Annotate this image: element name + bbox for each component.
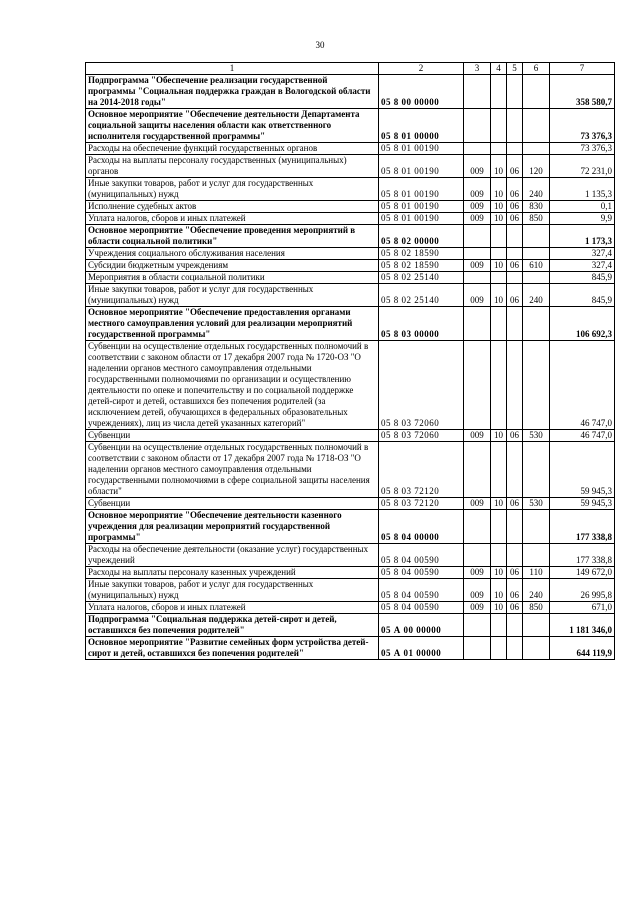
row-grbs [464,637,491,660]
row-subsection [507,442,523,498]
row-expense-type: 850 [523,602,550,614]
row-code: 05 8 01 00190 [379,213,464,225]
table-row [86,430,615,442]
row-name: Иные закупки товаров, работ и услуг для государственных (муниципальных) нужд [86,178,379,201]
row-name: Мероприятия в области социальной политики [86,272,379,284]
row-expense-type: 610 [523,260,550,272]
table-row [86,143,615,155]
row-subsection [507,614,523,637]
row-section [491,248,507,260]
table-row [86,225,615,248]
row-code: 05 8 02 18590 [379,248,464,260]
row-code: 05 8 03 00000 [379,307,464,341]
row-grbs: 009 [464,602,491,614]
row-expense-type: 530 [523,498,550,510]
row-section: 10 [491,260,507,272]
table-row [86,614,615,637]
row-name: Уплата налогов, сборов и иных платежей [86,213,379,225]
row-expense-type [523,614,550,637]
row-amount: 1 135,3 [550,178,615,201]
row-grbs: 009 [464,155,491,178]
row-grbs [464,510,491,544]
row-section: 10 [491,430,507,442]
table-body [86,75,615,660]
row-code: 05 8 00 00000 [379,75,464,109]
row-amount: 644 119,9 [550,637,615,660]
table-row [86,498,615,510]
row-section: 10 [491,201,507,213]
row-amount: 73 376,3 [550,109,615,143]
row-grbs: 009 [464,567,491,579]
row-subsection: 06 [507,602,523,614]
row-code: 05 8 04 00590 [379,544,464,567]
row-section [491,75,507,109]
row-grbs: 009 [464,178,491,201]
row-code: 05 8 04 00590 [379,602,464,614]
row-grbs [464,442,491,498]
row-section [491,544,507,567]
row-expense-type [523,544,550,567]
row-section: 10 [491,155,507,178]
row-code: 05 8 01 00190 [379,155,464,178]
row-amount: 0,1 [550,201,615,213]
row-expense-type: 110 [523,567,550,579]
row-name: Основное мероприятие "Развитие семейных форм устройства детей-сирот и детей, оставшихся без попечения родителей" [86,637,379,660]
row-subsection: 06 [507,178,523,201]
row-section [491,307,507,341]
table-header-row [86,63,615,75]
row-amount: 177 338,8 [550,544,615,567]
table-row [86,201,615,213]
row-subsection: 06 [507,498,523,510]
row-code: 05 А 00 00000 [379,614,464,637]
row-grbs: 009 [464,498,491,510]
row-amount: 46 747,0 [550,430,615,442]
column-header: 6 [523,63,550,75]
row-amount: 1 173,3 [550,225,615,248]
row-grbs [464,272,491,284]
row-section: 10 [491,213,507,225]
row-section: 10 [491,567,507,579]
row-grbs: 009 [464,284,491,307]
row-expense-type: 530 [523,430,550,442]
row-expense-type [523,510,550,544]
row-code: 05 8 01 00190 [379,178,464,201]
row-expense-type: 240 [523,284,550,307]
row-code: 05 8 03 72060 [379,430,464,442]
row-expense-type [523,341,550,430]
row-code: 05 8 02 25140 [379,272,464,284]
row-name: Субвенции [86,430,379,442]
row-expense-type: 120 [523,155,550,178]
row-code: 05 8 04 00000 [379,510,464,544]
row-subsection: 06 [507,567,523,579]
row-expense-type [523,225,550,248]
table-row [86,307,615,341]
row-grbs [464,544,491,567]
row-name: Основное мероприятие "Обеспечение предоставления органами местного самоуправления условий для реализации мероприятий государственной программы" [86,307,379,341]
row-expense-type [523,248,550,260]
row-amount: 106 692,3 [550,307,615,341]
row-amount: 1 181 346,0 [550,614,615,637]
row-subsection: 06 [507,284,523,307]
row-expense-type: 240 [523,178,550,201]
row-amount: 358 580,7 [550,75,615,109]
row-code: 05 8 01 00190 [379,201,464,213]
row-subsection: 06 [507,213,523,225]
row-subsection [507,143,523,155]
row-subsection [507,225,523,248]
table-row [86,442,615,498]
row-section: 10 [491,498,507,510]
row-section [491,637,507,660]
row-grbs [464,307,491,341]
row-subsection [507,637,523,660]
row-name: Основное мероприятие "Обеспечение деятельности Департамента социальной защиты населения области как ответственного исполнителя государственной программы" [86,109,379,143]
page-number: 30 [315,40,325,50]
row-amount: 73 376,3 [550,143,615,155]
row-amount: 845,9 [550,272,615,284]
row-section [491,225,507,248]
row-code: 05 8 01 00190 [379,143,464,155]
row-grbs [464,143,491,155]
row-grbs: 009 [464,213,491,225]
row-subsection [507,272,523,284]
row-name: Исполнение судебных актов [86,201,379,213]
row-expense-type: 240 [523,579,550,602]
row-expense-type [523,307,550,341]
column-header: 7 [550,63,615,75]
table-row [86,260,615,272]
row-name: Субвенции [86,498,379,510]
row-subsection [507,307,523,341]
column-header: 1 [86,63,379,75]
row-amount: 59 945,3 [550,442,615,498]
row-expense-type [523,143,550,155]
row-code: 05 8 02 18590 [379,260,464,272]
row-amount: 671,0 [550,602,615,614]
row-name: Расходы на выплаты персоналу государственных (муниципальных) органов [86,155,379,178]
row-subsection [507,510,523,544]
table-row [86,579,615,602]
row-code: 05 8 04 00590 [379,579,464,602]
row-expense-type [523,109,550,143]
row-name: Расходы на выплаты персоналу казенных учреждений [86,567,379,579]
row-code: 05 8 02 25140 [379,284,464,307]
row-amount: 9,9 [550,213,615,225]
row-amount: 46 747,0 [550,341,615,430]
row-section [491,614,507,637]
table-row [86,75,615,109]
row-grbs [464,248,491,260]
row-expense-type: 830 [523,201,550,213]
row-amount: 327,4 [550,248,615,260]
row-code: 05 8 03 72060 [379,341,464,430]
table-row [86,602,615,614]
row-name: Расходы на обеспечение функций государственных органов [86,143,379,155]
row-name: Субвенции на осуществление отдельных государственных полномочий в соответствии с законом области от 17 декабря 2007 года № 1720-ОЗ "О наделении органов местного самоуправления отдельными государственными полномочиями по организации и осуществлению деятельности по опеке и попечительству и по социальной поддержке детей-сирот и детей, оставшихся без попечения родителей (за исключением детей, обучающихся в федеральных образовательных учреждениях), лиц из числа детей указанных категорий" [86,341,379,430]
row-grbs [464,75,491,109]
table-row [86,272,615,284]
row-expense-type [523,272,550,284]
column-header: 5 [507,63,523,75]
row-expense-type [523,637,550,660]
table-row [86,178,615,201]
table-row [86,544,615,567]
row-grbs [464,109,491,143]
row-grbs: 009 [464,430,491,442]
row-name: Субсидии бюджетным учреждениям [86,260,379,272]
table-row [86,284,615,307]
row-amount: 26 995,8 [550,579,615,602]
row-code: 05 8 02 00000 [379,225,464,248]
row-name: Расходы на обеспечение деятельности (оказание услуг) государственных учреждений [86,544,379,567]
row-subsection [507,248,523,260]
row-grbs [464,341,491,430]
budget-table [85,62,615,660]
row-grbs: 009 [464,579,491,602]
row-subsection: 06 [507,155,523,178]
row-code: 05 8 01 00000 [379,109,464,143]
row-grbs: 009 [464,201,491,213]
row-name: Иные закупки товаров, работ и услуг для государственных (муниципальных) нужд [86,284,379,307]
row-name: Уплата налогов, сборов и иных платежей [86,602,379,614]
row-subsection [507,109,523,143]
table-row [86,341,615,430]
row-name: Субвенции на осуществление отдельных государственных полномочий в соответствии с законом области от 17 декабря 2007 года № 1718-ОЗ "О наделении органов местного самоуправления отдельными государственными полномочиями в сфере социальной защиты населения области" [86,442,379,498]
row-name: Подпрограмма "Социальная поддержка детей-сирот и детей, оставшихся без попечения родителей" [86,614,379,637]
column-header: 4 [491,63,507,75]
table-row [86,213,615,225]
table-row [86,248,615,260]
row-name: Учреждения социального обслуживания населения [86,248,379,260]
row-expense-type [523,442,550,498]
row-amount: 149 672,0 [550,567,615,579]
row-section: 10 [491,284,507,307]
row-expense-type [523,75,550,109]
row-name: Основное мероприятие "Обеспечение деятельности казенного учреждения для реализации мероприятий государственной программы" [86,510,379,544]
column-header: 2 [379,63,464,75]
row-code: 05 8 03 72120 [379,498,464,510]
row-section [491,109,507,143]
table-row [86,567,615,579]
row-expense-type: 850 [523,213,550,225]
row-subsection: 06 [507,579,523,602]
row-section [491,442,507,498]
table-row [86,109,615,143]
row-name: Иные закупки товаров, работ и услуг для государственных (муниципальных) нужд [86,579,379,602]
row-amount: 327,4 [550,260,615,272]
table-row [86,637,615,660]
row-code: 05 8 04 00590 [379,567,464,579]
row-amount: 845,9 [550,284,615,307]
row-amount: 177 338,8 [550,510,615,544]
row-subsection [507,544,523,567]
row-name: Основное мероприятие "Обеспечение проведения мероприятий в области социальной политики" [86,225,379,248]
row-section: 10 [491,602,507,614]
row-section: 10 [491,178,507,201]
row-subsection [507,75,523,109]
row-name: Подпрограмма "Обеспечение реализации государственной программы "Социальная поддержка граждан в Вологодской области на 2014-2018 годы" [86,75,379,109]
row-section [491,143,507,155]
column-header: 3 [464,63,491,75]
row-section [491,272,507,284]
row-subsection [507,341,523,430]
row-code: 05 А 01 00000 [379,637,464,660]
row-amount: 72 231,0 [550,155,615,178]
row-amount: 59 945,3 [550,498,615,510]
row-subsection: 06 [507,201,523,213]
row-grbs [464,225,491,248]
row-section [491,341,507,430]
row-grbs [464,614,491,637]
row-code: 05 8 03 72120 [379,442,464,498]
row-section: 10 [491,579,507,602]
row-subsection: 06 [507,430,523,442]
row-grbs: 009 [464,260,491,272]
table-row [86,155,615,178]
table-row [86,510,615,544]
row-subsection: 06 [507,260,523,272]
row-section [491,510,507,544]
